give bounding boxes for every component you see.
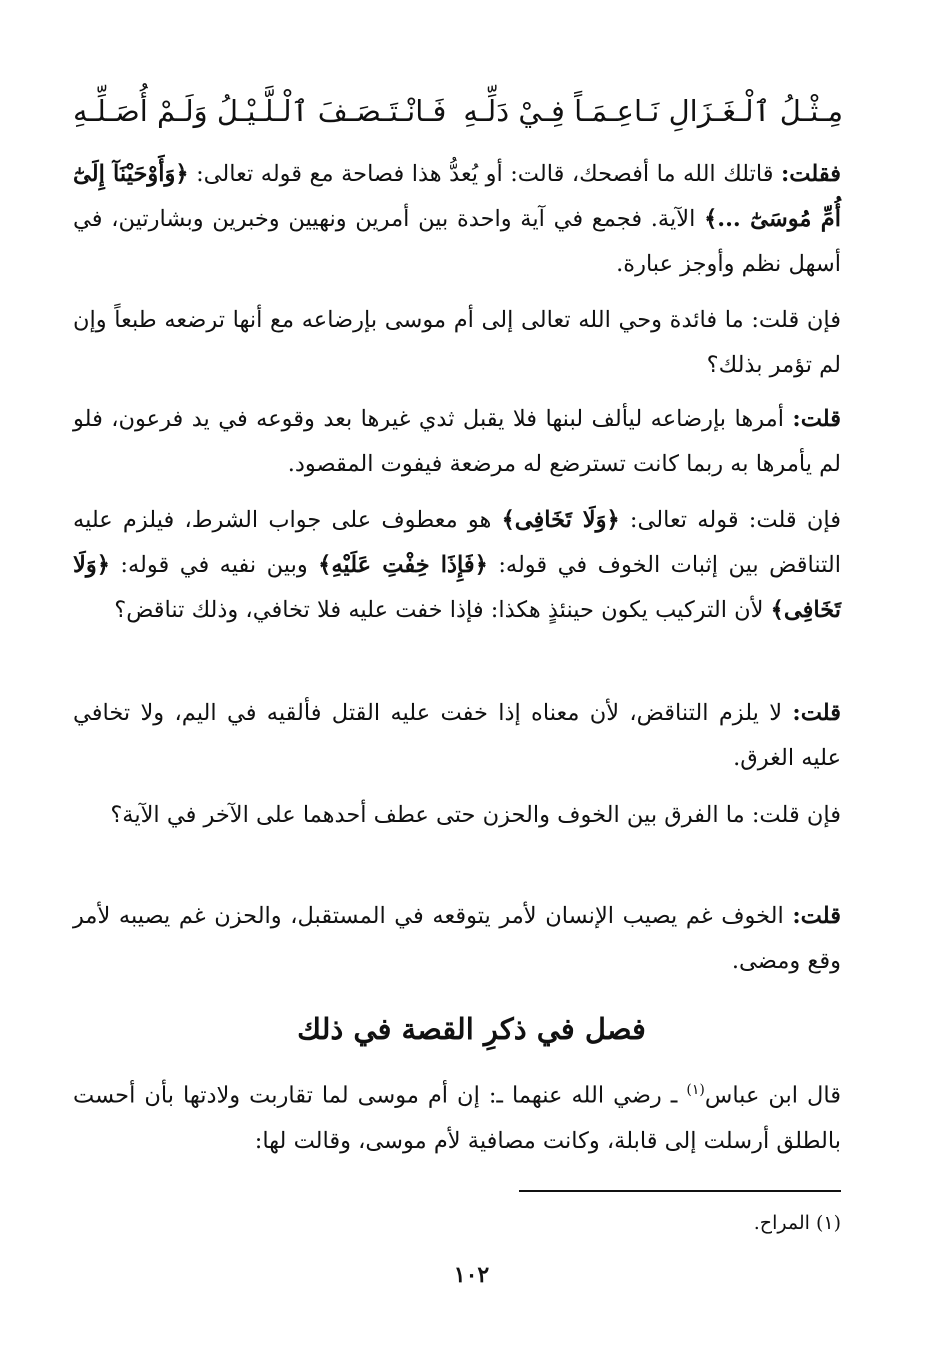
paragraph-lead: فقلت:	[781, 161, 841, 187]
paragraph-text: قال ابن عباس	[704, 1082, 841, 1109]
quran-quote: ﴿وَأَوْحَيْنَآ إِلَىٰٓ أُمِّ مُوسَىٰٓ ...﴾	[73, 161, 841, 232]
footnote-reference: (١)	[686, 1082, 705, 1098]
footnote-marker: (١)	[815, 1212, 841, 1234]
paragraph-lead: قلت:	[792, 406, 841, 432]
paragraph-eloquence	[73, 152, 841, 287]
footnote-text: المراح.	[753, 1212, 810, 1234]
verse-first-hemistich: مِـثْـلُ ٱلْـغَـزَالِ نَـاعِـمَـاً فِـيْ دَلِّـهِ	[463, 94, 843, 128]
paragraph-text: ما الفرق بين الخوف والحزن حتى عطف أحدهما على الآخر في الآية؟	[110, 802, 745, 828]
paragraph-lead: قلت:	[792, 700, 841, 726]
paragraph-text: ما فائدة وحي الله تعالى إلى أم موسى بإرضاعه مع أنها ترضعه طبعاً وإن لم تؤمر بذلك؟	[73, 307, 841, 378]
paragraph-text: وبين نفيه في قوله:	[120, 552, 308, 578]
paragraph-answer-nursing	[73, 397, 841, 487]
paragraph-text: الخوف غم يصيب الإنسان لأمر يتوقعه في المستقبل، والحزن غم يصيبه لأمر وقع ومضى.	[73, 903, 841, 974]
quran-quote: ﴿فَإِذَا خِفْتِ عَلَيْهِ﴾	[318, 552, 488, 578]
paragraph-text: لأن التركيب يكون حينئذٍ هكذا: فإذا خفت عليه فلا تخافي، وذلك تناقض؟	[114, 597, 764, 623]
quran-quote: ﴿وَلَا تَخَافِى﴾	[501, 507, 620, 533]
paragraph-text: لا يلزم التناقض، لأن معناه إذا خفت عليه القتل فألقيه في اليم، ولا تخافي عليه الغرق.	[73, 700, 841, 771]
paragraph-lead: قلت:	[792, 903, 841, 929]
footnote-divider	[519, 1190, 841, 1192]
paragraph-lead: فإن قلت:	[751, 802, 841, 828]
section-heading: فصل في ذكرِ القصة في ذلك	[297, 1012, 646, 1046]
paragraph-text: أمرها بإرضاعه ليألف لبنها فلا يقبل ثدي غيرها بعد وقوعه في يد فرعون، فلو لم يأمرها به ربما كانت تسترضع له مرضعة فيفوت المقصود.	[73, 406, 841, 477]
paragraph-question-fear-grief	[73, 793, 841, 838]
verse-second-hemistich: فَـانْـتَـصَـفَ ٱلْـلَّـيْـلُ وَلَـمْ أُصَـلِّـهِ	[73, 94, 447, 128]
paragraph-question-contradiction	[73, 498, 841, 633]
paragraph-lead: فإن قلت:	[748, 507, 842, 533]
poetry-verse	[73, 86, 843, 136]
paragraph-text: هو معطوف على جواب الشرط، فيلزم عليه التناقض بين إثبات الخوف في قوله:	[73, 507, 842, 578]
paragraph-text: قوله تعالى:	[629, 507, 739, 533]
paragraph-ibn-abbas	[73, 1068, 841, 1164]
page-number: ١٠٢	[453, 1262, 490, 1288]
paragraph-text: قاتلك الله ما أفصحك، قالت: أو يُعدُّ هذا فصاحة مع قوله تعالى:	[196, 161, 774, 187]
paragraph-text: الآية. فجمع في آية واحدة بين أمرين ونهيين وخبرين وبشارتين، في أسهل نظم وأوجز عبارة.	[73, 206, 841, 277]
paragraph-answer-contradiction	[73, 691, 841, 781]
paragraph-lead: فإن قلت:	[751, 307, 841, 333]
footnote	[73, 1205, 841, 1241]
paragraph-text: ـ رضي الله عنهما ـ: إن أم موسى لما تقاربت ولادتها بأن أحست بالطلق أرسلت إلى قابلة، وكانت مصافية لأم موسى، وقالت لها:	[73, 1082, 841, 1154]
quran-quote: ﴿وَلَا تَخَافِى﴾	[73, 552, 841, 623]
paragraph-question-nursing	[73, 298, 841, 388]
paragraph-answer-fear-grief	[73, 894, 841, 984]
